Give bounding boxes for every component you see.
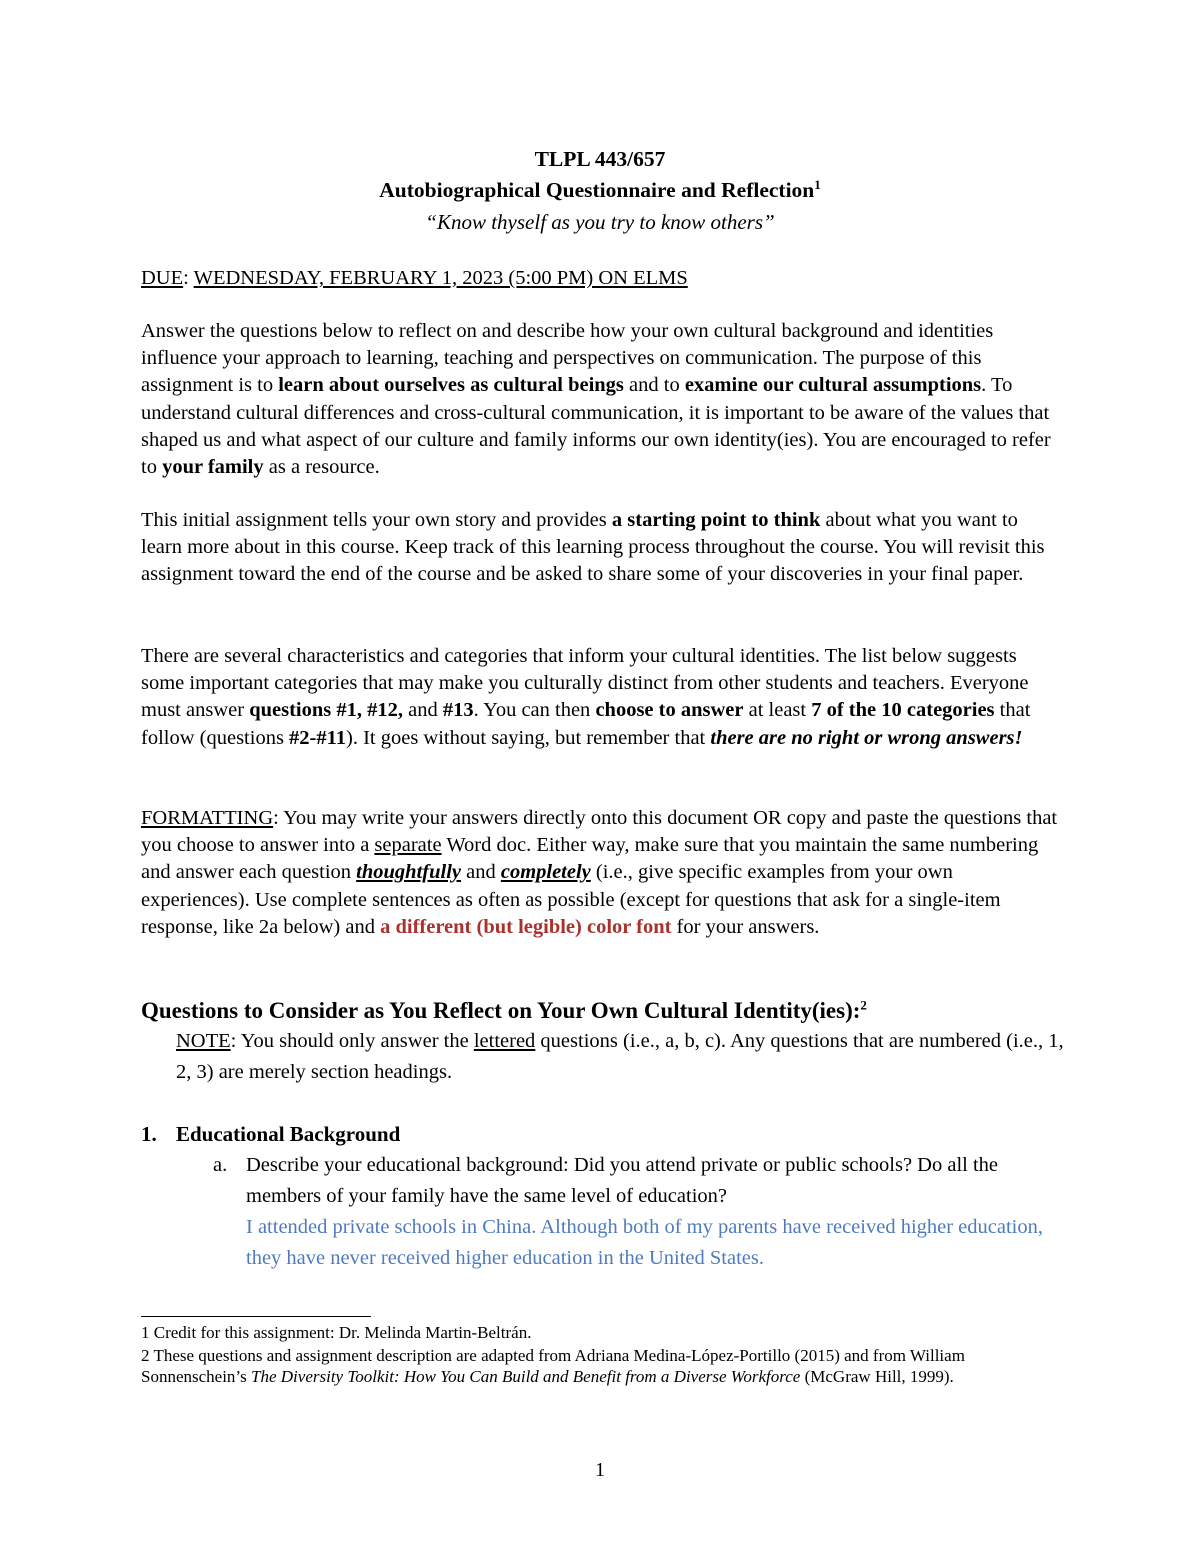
- starting-point-paragraph: [141, 507, 1063, 589]
- answer-text[interactable]: I attended private schools in China. Although both of my parents have received higher education, they have never received higher education in the United States.: [246, 1216, 1043, 1269]
- text: Word doc. Either way, make sure that you maintain the same numbering and answer each question: [141, 834, 1039, 884]
- intro-paragraph: [141, 318, 1063, 481]
- book-title: The Diversity Toolkit: How You Can Build and Benefit from a Diverse Workforce: [251, 1367, 801, 1386]
- text: . To understand cultural differences and cross-cultural communication, it is important to be aware of the values that shaped us and what aspect of our culture and family informs our own identity(ies). You are encouraged to refer to: [141, 374, 1051, 479]
- text: There are several characteristics and categories that inform your cultural identities. The list below suggests some important categories that may make you culturally distinct from other students and teachers. Everyone must answer: [141, 645, 1029, 722]
- bold-text: your family: [162, 456, 264, 479]
- emphasis-text: completely: [500, 861, 591, 884]
- footnote-ref-1: 1: [814, 176, 821, 192]
- footnote-ref-2: 2: [860, 997, 867, 1013]
- text: that follow (questions: [141, 699, 1031, 749]
- formatting-paragraph: [141, 805, 1063, 941]
- document-title-text: Autobiographical Questionnaire and Reflection: [379, 178, 815, 202]
- question-text: Describe your educational background: Did you attend private or public schools? Do all the members of your family have the same level of education?: [246, 1154, 999, 1207]
- questions-heading-text: Questions to Consider as You Reflect on Your Own Cultural Identity(ies):: [141, 998, 861, 1023]
- text: and: [460, 861, 501, 884]
- section-number: 1.: [141, 1122, 157, 1146]
- bold-text: #2-#11: [289, 726, 346, 749]
- text: and: [402, 699, 443, 722]
- bold-italic-text: there are no right or wrong answers!: [710, 726, 1023, 749]
- note-paragraph: [176, 1026, 1066, 1088]
- bold-text: examine our cultural assumptions: [684, 374, 982, 397]
- footnote-1: 1 Credit for this assignment: Dr. Melinda Martin-Beltrán.: [141, 1323, 532, 1342]
- bold-text: questions #1, #12,: [249, 699, 403, 722]
- bold-text: a starting point to think: [611, 509, 821, 531]
- text: and to: [623, 374, 685, 397]
- text: : You should only answer the: [230, 1030, 474, 1052]
- bold-text: choose to answer: [595, 699, 744, 722]
- text: : You may write your answers directly onto this document OR copy and paste the questions that you choose to answer into a: [141, 807, 1058, 857]
- bold-text: 7 of the 10 categories: [811, 699, 995, 722]
- section-heading-educational-background: [141, 1119, 400, 1149]
- document-title: [0, 175, 1200, 205]
- footnote-2: [141, 1345, 1066, 1387]
- underlined-text: separate: [374, 834, 442, 857]
- note-label: NOTE: [176, 1030, 231, 1052]
- text: as a resource.: [263, 456, 380, 479]
- text: . You can then: [473, 699, 596, 722]
- bold-text: #13: [442, 699, 474, 722]
- categories-paragraph: [141, 643, 1063, 752]
- formatting-label: FORMATTING: [141, 807, 274, 829]
- text: about what you want to learn more about in this course. Keep track of this learning process throughout the course. You will revisit this assignment toward the end of the course and be asked to share some of your discoveries in your final paper.: [141, 509, 1045, 586]
- emphasis-text: thoughtfully: [356, 861, 461, 884]
- text: for your answers.: [671, 915, 820, 938]
- text: ). It goes without saying, but remember that: [346, 726, 711, 749]
- due-colon: :: [183, 267, 189, 289]
- text: at least: [743, 699, 812, 722]
- text: Answer the questions below to reflect on and describe how your own cultural background and identities influence your approach to learning, teaching and perspectives on communication. The purpose of this assignment is to: [141, 320, 994, 397]
- text: (i.e., give specific examples from your own experiences). Use complete sentences as often as possible (except for questions that ask for a single-item response, like 2a below) and: [141, 861, 1001, 938]
- due-label: DUE: [141, 267, 184, 289]
- due-line: [141, 265, 1063, 292]
- document-quote: “Know thyself as you try to know others”: [425, 210, 775, 234]
- text: 2 These questions and assignment description are adapted from Adriana Medina-López-Portillo (2015) and from William Sonnenschein’s: [141, 1346, 965, 1386]
- section-title: Educational Background: [176, 1122, 401, 1146]
- text: (McGraw Hill, 1999).: [800, 1367, 954, 1386]
- bold-text: learn about ourselves as cultural beings: [278, 374, 624, 397]
- text: questions (i.e., a, b, c). Any questions that are numbered (i.e., 1, 2, 3) are merely section headings.: [176, 1030, 1064, 1083]
- text: This initial assignment tells your own story and provides: [141, 509, 612, 531]
- page-number: 1: [595, 1459, 605, 1481]
- questions-heading: [141, 995, 867, 1027]
- question-body: [246, 1150, 1071, 1274]
- course-code: TLPL 443/657: [534, 147, 666, 171]
- footnote-separator: [141, 1316, 371, 1317]
- color-font-instruction: a different (but legible) color font: [380, 915, 672, 938]
- due-date: WEDNESDAY, FEBRUARY 1, 2023 (5:00 PM) ON ELMS: [193, 267, 688, 289]
- underlined-text: lettered: [473, 1030, 536, 1052]
- question-label: a.: [213, 1154, 228, 1176]
